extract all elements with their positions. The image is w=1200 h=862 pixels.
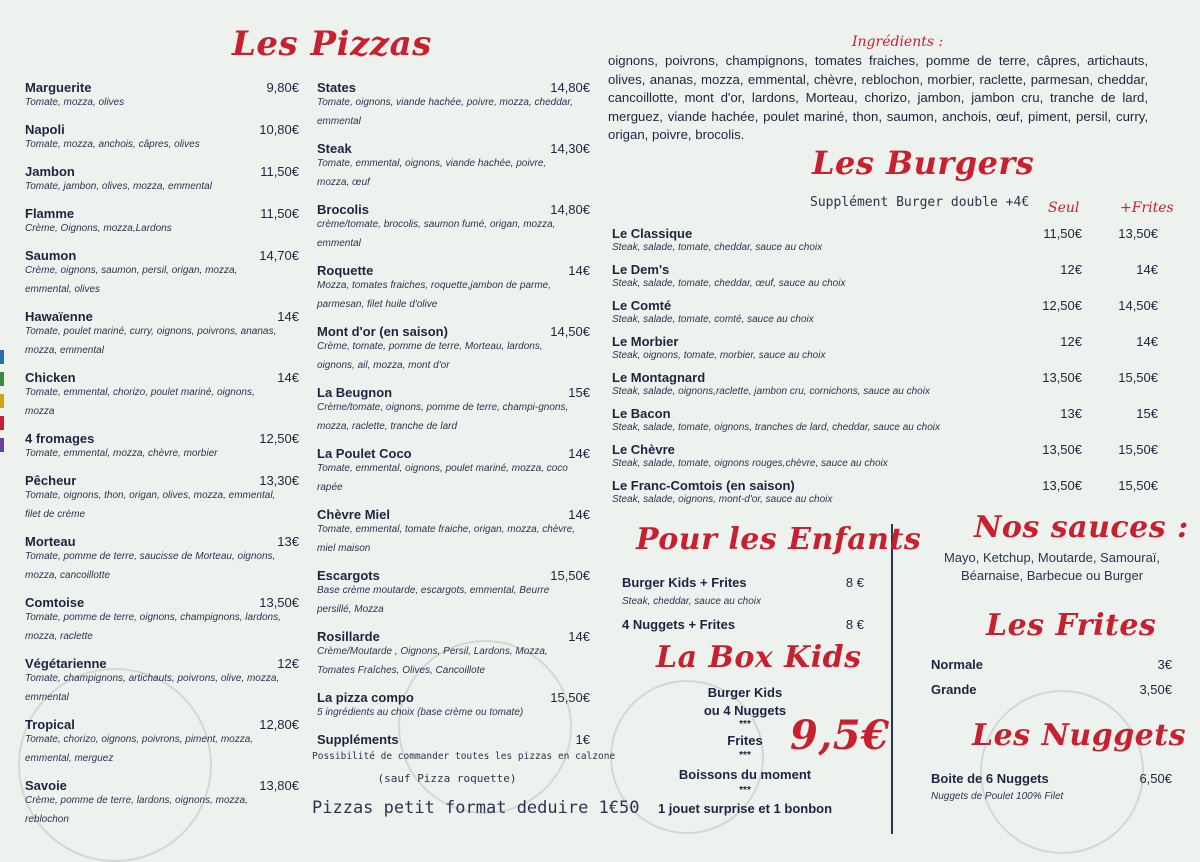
pizza-price: 12,80€ [259,717,299,732]
burger-desc: Steak, salade, oignons,raclette, jambon cru, cornichons, sauce au choix [612,386,930,397]
kids-item-desc: Steak, cheddar, sauce au choix [622,596,761,607]
pizza-name: La pizza compo [317,690,414,705]
burger-desc: Steak, salade, tomate, comté, sauce au choix [612,314,814,325]
pizza-name: Marguerite [25,80,92,95]
pizza-price: 14€ [568,263,590,278]
burger-name: Le Bacon [612,406,671,421]
pizza-name: Chicken [25,370,76,385]
edge-tab-marker [0,416,4,430]
pizza-price: 13,50€ [259,595,299,610]
pizza-price: 11,50€ [260,206,299,221]
pizza-desc: Tomate, emmental, chorizo, poulet mariné, oignons, mozza [25,387,255,417]
burger-name: Le Dem's [612,262,670,277]
pizza-price: 14,70€ [259,248,299,263]
pizza-price: 14,80€ [550,80,590,95]
frites-item-name: Grande [931,682,977,697]
burger-desc: Steak, salade, tomate, oignons rouges,chèvre, sauce au choix [612,458,888,469]
pizza-desc: Crème, tomate, pomme de terre, Morteau, lardons, oignons, ail, mozza, mont d'or [317,341,543,371]
pizza-name: Brocolis [317,202,370,217]
pizza-price: 14€ [277,309,299,324]
burger-price-frites: 15,50€ [1118,442,1158,457]
burger-price-frites: 14€ [1136,262,1158,277]
burger-col-frites: +Frites [1120,200,1174,216]
pizza-price: 10,80€ [259,122,299,137]
pizza-price: 14,30€ [550,141,590,156]
burger-desc: Steak, salade, tomate, oignons, tranches de lard, cheddar, sauce au choix [612,422,940,433]
pizza-name: Rosillarde [317,629,380,644]
pizza-desc: Crème, pomme de terre, lardons, oignons, mozza, reblochon [25,795,248,825]
edge-tab-marker [0,350,4,364]
burger-name: Le Classique [612,226,693,241]
pizza-name: Hawaïenne [25,309,93,324]
pizza-name: Jambon [25,164,75,179]
pizza-name: Saumon [25,248,77,263]
sauces-line: Béarnaise, Barbecue ou Burger [960,568,1144,583]
pizza-name: Suppléments [317,732,399,747]
burger-name: Le Franc-Comtois (en saison) [612,478,795,493]
pizza-desc: Tomate, champignons, artichauts, poivrons, olive, mozza, emmental [25,673,280,703]
pizza-name: Mont d'or (en saison) [317,324,448,339]
burger-desc: Steak, salade, tomate, cheddar, œuf, sauce au choix [612,278,846,289]
burger-name: Le Comté [612,298,672,313]
pizza-desc: Tomate, mozza, olives [25,97,125,108]
boxkids-title: La Box Kids [656,640,862,675]
burger-desc: Steak, salade, oignons, mont-d'or, sauce au choix [612,494,833,505]
edge-tab-marker [0,438,4,452]
pizza-name: Végétarienne [25,656,107,671]
kids-item-name: 4 Nuggets + Frites [622,617,736,632]
pizza-desc: Tomate, emmental, oignons, poulet mariné, mozza, coco rapée [317,463,568,493]
burger-price-seul: 12€ [1060,262,1082,277]
burger-price-seul: 13€ [1060,406,1082,421]
pizza-name: Pêcheur [25,473,77,488]
burger-price-frites: 14€ [1136,334,1158,349]
pizza-name: La Poulet Coco [317,446,412,461]
boxkids-line: Frites [727,733,763,748]
pizza-price: 14€ [568,629,590,644]
pizzas-title: Les Pizzas [232,24,432,64]
nuggets-item-price: 6,50€ [1139,771,1172,786]
boxkids-line: ou 4 Nuggets [703,703,787,718]
pizza-desc: Tomate, emmental, tomate fraiche, origan, mozza, chèvre, miel maison [317,524,576,554]
pizza-desc: Tomate, pomme de terre, saucisse de Morteau, oignons, mozza, cancoillotte [25,551,276,581]
burger-price-frites: 15,50€ [1118,478,1158,493]
frites-item-price: 3,50€ [1139,682,1172,697]
pizza-desc: Tomate, oignons, thon, origan, olives, mozza, emmental, filet de crème [25,490,276,520]
boxkids-line: Burger Kids [707,685,783,700]
pizza-name: Savoie [25,778,67,793]
burger-price-seul: 12,50€ [1042,298,1082,313]
pizza-name: La Beugnon [317,385,393,400]
pizza-desc: Tomate, emmental, mozza, chèvre, morbier [25,448,218,459]
pizza-price: 13,80€ [259,778,299,793]
pizza-desc: Tomate, mozza, anchois, câpres, olives [25,139,200,150]
pizza-price: 14€ [277,370,299,385]
boxkids-price: 9,5€ [790,712,890,759]
pizza-name: Morteau [25,534,76,549]
pizza-price: 15€ [568,385,590,400]
pizza-desc: Tomate, oignons, viande hachée, poivre, mozza, cheddar, emmental [317,97,573,127]
ingredients-title: Ingrédients : [852,34,944,50]
sauces-line: Mayo, Ketchup, Moutarde, Samouraï, [943,550,1161,565]
pizza-desc: Tomate, chorizo, oignons, poivrons, piment, mozza, emmental, merguez [25,734,254,764]
pizza-name: Chèvre Miel [317,507,390,522]
burger-price-seul: 13,50€ [1042,478,1082,493]
pizza-desc: Crème, Oignons, mozza,Lardons [25,223,172,234]
pizza-desc: Crème, oignons, saumon, persil, origan, mozza, emmental, olives [25,265,238,295]
burger-name: Le Montagnard [612,370,706,385]
small-format-note: Pizzas petit format deduire 1€50 [312,798,640,818]
pizza-price: 9,80€ [266,80,299,95]
pizza-name: Roquette [317,263,374,278]
burger-price-frites: 13,50€ [1118,226,1158,241]
edge-tab-marker [0,394,4,408]
pizza-desc: Tomate, poulet mariné, curry, oignons, poivrons, ananas, mozza, emmental [25,326,277,356]
burger-desc: Steak, oignons, tomate, morbier, sauce au choix [612,350,826,361]
pizza-desc: Tomate, pomme de terre, oignons, champignons, lardons, mozza, raclette [25,612,281,642]
pizza-price: 11,50€ [260,164,299,179]
pizza-price: 14,80€ [550,202,590,217]
pizza-desc: Crème/Moutarde , Oignons, Persil, Lardons, Mozza, Tomates Fraîches, Olives, Cancoillote [317,646,548,676]
pizza-price: 13,30€ [259,473,299,488]
burger-price-frites: 15€ [1136,406,1158,421]
burgers-title: Les Burgers [812,144,1035,182]
burger-supplement-note: Supplément Burger double +4€ [810,195,1030,210]
nuggets-item-name: Boite de 6 Nuggets [931,771,1049,786]
kids-item-price: 8 € [845,575,864,590]
pizza-price: 14€ [568,446,590,461]
kids-item-name: Burger Kids + Frites [622,575,747,590]
pizza-price: 1€ [575,732,590,747]
ingredients-text: oignons, poivrons, champignons, tomates fraiches, pomme de terre, câpres, artichauts, olives, ananas, mozza, emmental, chèvre, reblochon, morbier, raclette, parmesan, cheddar, cancoillotte, mont d'or, lardons, Morteau, chorizo, jambon, jambon cru, tranche de lard, merguez, viande hachée, poulet mariné, thon, saumon, anchois, œuf, piment, persil, curry, origan, poivre, brocolis. [608,53,1148,142]
pizza-price: 12€ [277,656,299,671]
edge-tab-marker [0,372,4,386]
pizza-desc: 5 ingrédients au choix (base crème ou tomate) [317,707,524,718]
pizza-desc: Base crème moutarde, escargots, emmental, Beurre persillé, Mozza [317,585,550,615]
kids-item-price: 8 € [845,617,864,632]
pizza-desc: Tomate, emmental, oignons, viande hachée, poivre, mozza, œuf [317,158,547,188]
burger-price-seul: 11,50€ [1043,226,1082,241]
pizza-price: 14€ [568,507,590,522]
pizza-name: Flamme [25,206,75,221]
pizza-price: 15,50€ [550,568,590,583]
boxkids-line: 1 jouet surprise et 1 bonbon [657,801,833,816]
boxkids-line: Boissons du moment [678,767,812,782]
pizza-price: 12,50€ [259,431,299,446]
pizza-desc: crème/tomate, brocolis, saumon fumé, origan, mozza, emmental [317,219,556,249]
pizza-price: 14,50€ [550,324,590,339]
pizza-price: 15,50€ [550,690,590,705]
burger-price-frites: 14,50€ [1118,298,1158,313]
burger-col-seul: Seul [1048,200,1080,216]
pizza-desc: Tomate, jambon, olives, mozza, emmental [25,181,212,192]
pizza-name: Comtoise [25,595,85,610]
boxkids-separator: *** [739,719,751,730]
pizza-desc: Crème/tomate, oignons, pomme de terre, champi-gnons, mozza, raclette, tranche de lard [317,402,569,432]
calzone-note-exception: (sauf Pizza roquette) [377,772,517,785]
pizza-desc: Mozza, tomates fraiches, roquette,jambon de parme, parmesan, filet huile d'olive [317,280,552,310]
nuggets-title: Les Nuggets [972,718,1187,753]
frites-title: Les Frites [986,608,1157,643]
burger-price-frites: 15,50€ [1118,370,1158,385]
pizza-name: States [317,80,357,95]
burger-name: Le Morbier [612,334,679,349]
nuggets-item-desc: Nuggets de Poulet 100% Filet [931,791,1064,802]
enfants-title: Pour les Enfants [636,522,922,557]
burger-price-seul: 13,50€ [1042,370,1082,385]
vertical-divider [891,524,893,834]
burger-price-seul: 12€ [1060,334,1082,349]
boxkids-separator: *** [739,785,751,796]
pizza-price: 13€ [277,534,299,549]
pizza-name: Escargots [317,568,380,583]
burger-name: Le Chèvre [612,442,675,457]
calzone-note: Possibilité de commander toutes les pizzas en calzone [312,751,616,762]
frites-item-name: Normale [931,657,984,672]
frites-item-price: 3€ [1157,657,1172,672]
pizza-name: Steak [317,141,352,156]
burger-desc: Steak, salade, tomate, cheddar, sauce au choix [612,242,823,253]
pizza-name: Tropical [25,717,75,732]
pizza-name: Napoli [25,122,65,137]
burger-price-seul: 13,50€ [1042,442,1082,457]
boxkids-separator: *** [739,750,751,761]
sauces-title: Nos sauces : [974,510,1189,545]
pizza-name: 4 fromages [25,431,95,446]
